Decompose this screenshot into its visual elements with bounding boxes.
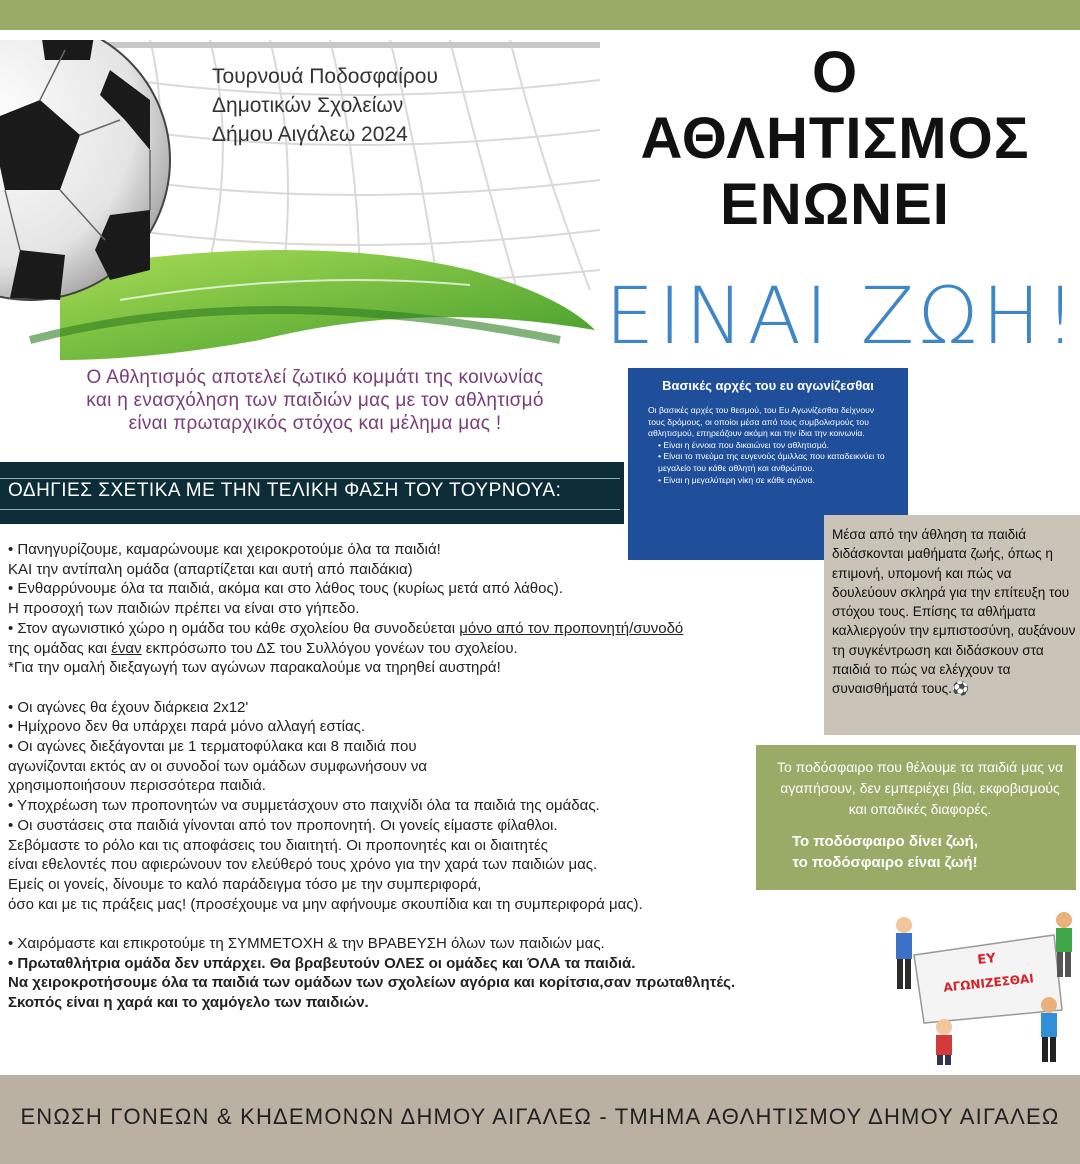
- tournament-title: [212, 62, 438, 149]
- instruction-line: *Για την ομαλή διεξαγωγή των αγώνων παρακαλούμε να τηρηθεί αυστηρά!: [8, 659, 501, 677]
- headline-line-1: Ο: [811, 40, 859, 105]
- tournament-line-2: Δημοτικών Σχολείων: [212, 94, 404, 117]
- fairplay-body: [628, 393, 908, 486]
- instruction-line: Σεβόμαστε το ρόλο και τις αποφάσεις του διαιτητή. Οι προπονητές και οι διαιτητές: [8, 836, 548, 854]
- tournament-line-1: Τουρνουά Ποδοσφαίρου: [212, 65, 438, 88]
- instruction-line: • Πανηγυρίζουμε, καμαρώνουμε και χειροκροτούμε όλα τα παιδιά!: [8, 541, 441, 558]
- fairplay-item: • Είναι η μεγαλύτερη νίκη σε κάθε αγώνα.: [658, 475, 892, 487]
- instruction-line: Εμείς οι γονείς, δίνουμε το καλό παράδειγμα τόσο με την συμπεριφορά,: [8, 875, 482, 893]
- instruction-line: • Υποχρέωση των προπονητών να συμμετάσχουν στο παιχνίδι όλα τα παιδιά της ομάδας.: [8, 797, 600, 815]
- headline: [600, 40, 1070, 238]
- instruction-line: όσο και με τις πράξεις μας! (προσέχουμε να μην αφήνουμε σκουπίδια και τη συμπεριφορά μας).: [8, 895, 643, 913]
- top-color-bar: [0, 0, 1080, 30]
- instruction-line: [8, 619, 808, 639]
- instruction-segment: εκπρόσωπο του ΔΣ του Συλλόγου γονέων του σχολείου.: [141, 639, 518, 657]
- intro-text: [15, 366, 615, 435]
- intro-line-3: είναι πρωταρχικός στόχος και μέλημα μας !: [128, 413, 502, 434]
- instruction-underlined: έναν: [111, 639, 142, 657]
- headline-line-2: ΑΘΛΗΤΙΣΜΟΣ: [640, 106, 1030, 171]
- instruction-line: • Χαιρόμαστε και επικροτούμε τη ΣΥΜΜΕΤΟΧΗ & την ΒΡΑΒΕΥΣΗ όλων των παιδιών μας.: [8, 935, 605, 953]
- life-lessons-text: Μέσα από την άθληση τα παιδιά διδάσκονται μαθήματα ζωής, όπως η επιμονή, υπομονή και πώς να δουλεύουν σκληρά για την επίτευξη του στόχου τους. Επίσης τα αθλήματα καλλιεργούν την εμπιστοσύνη, αυξάνουν τη συγκέντρωση και διδάσκουν στα παιδιά το πώς να ελέγχουν τα συναισθήματά τους.⚽: [832, 527, 1076, 697]
- intro-line-2: και η ενασχόληση των παιδιών μας με τον αθλητισμό: [86, 390, 544, 411]
- kids-banner-text-1: ΕΥ: [976, 951, 997, 968]
- instruction-line: • Ενθαρρύνουμε όλα τα παιδιά, ακόμα και στο λάθος τους (κυρίως μετά από λάθος).: [8, 580, 563, 598]
- headline-line-3: ΕΝΩΝΕΙ: [720, 172, 950, 237]
- instructions-text: [8, 540, 808, 1013]
- headline-slogan: ΕΙΝΑΙ ΖΩΗ!: [605, 272, 1080, 362]
- kids-fairplay-illustration: [884, 905, 1080, 1065]
- intro-line-1: Ο Αθλητισμός αποτελεί ζωτικό κομμάτι της κοινωνίας: [86, 367, 544, 388]
- football-life-bold-1: Το ποδόσφαιρο δίνει ζωή,: [792, 833, 978, 850]
- tournament-line-3: Δήμου Αιγάλεω 2024: [212, 123, 408, 146]
- instruction-line: είναι εθελοντές που αφιερώνουν τον ελεύθερό τους χρόνο για την χαρά των παιδιών μας.: [8, 856, 598, 874]
- instruction-line: ΚΑΙ την αντίπαλη ομάδα (απαρτίζεται και αυτή από παιδάκια): [8, 560, 413, 578]
- fairplay-list: [648, 440, 892, 486]
- fairplay-title: Βασικές αρχές του ευ αγωνίζεσθαι: [662, 378, 874, 393]
- instruction-line: • Οι αγώνες θα έχουν διάρκεια 2x12': [8, 698, 249, 716]
- kids-banner-graphic: [884, 905, 1080, 1065]
- instruction-line: αγωνίζονται εκτός αν οι συνοδοί των ομάδων συμφωνήσουν να: [8, 757, 428, 775]
- fairplay-item: • Είναι η έννοια που δικαιώνει τον αθλητισμό.: [658, 440, 892, 452]
- section-header: ΟΔΗΓΙΕΣ ΣΧΕΤΙΚΑ ΜΕ ΤΗΝ ΤΕΛΙΚΗ ΦΑΣΗ ΤΟΥ ΤΟΥΡΝΟΥΑ:: [8, 480, 562, 501]
- instruction-line-bold: Να χειροκροτήσουμε όλα τα παιδιά των ομάδων των σχολείων αγόρια και κορίτσια,σαν πρωταθλητές.: [8, 974, 736, 992]
- footer-bar: [0, 1075, 1080, 1164]
- instruction-segment: της ομάδας και: [8, 639, 112, 657]
- football-life-bold-2: το ποδόσφαιρο είναι ζωή!: [792, 854, 978, 871]
- instruction-segment: • Στον αγωνιστικό χώρο η ομάδα του κάθε σχολείου θα συνοδεύεται: [8, 619, 460, 637]
- fairplay-item: • Είναι το πνεύμα της ευγενούς άμιλλας που καταδεικνύει το μεγαλείο του κάθε αθλητή και ανθρώπου.: [658, 451, 892, 474]
- instruction-line: [8, 639, 808, 659]
- football-life-text: Το ποδόσφαιρο που θέλουμε τα παιδιά μας να αγαπήσουν, δεν εμπεριέχει βία, εκφοβισμούς και οπαδικές διαφορές.: [776, 759, 1064, 817]
- kids-banner-text-2: ΑΓΩΝΙΖΕΣΘΑΙ: [942, 971, 1035, 995]
- instruction-line: • Οι αγώνες διεξάγονται με 1 τερματοφύλακα και 8 παιδιά που: [8, 738, 417, 756]
- fairplay-intro: Οι βασικές αρχές του θεσμού, του Ευ Αγωνίζεσθαι δείχνουν τους δρόμους, οι οποίοι μέσα από τους συμβολισμούς του αθλητισμού, επηρεάζουν ακόμη και την ίδια την κοινωνία.: [648, 405, 875, 439]
- instruction-line: χρησιμοποιήσουν περισσότερα παιδιά.: [8, 777, 266, 795]
- footer-text: ΕΝΩΣΗ ΓΟΝΕΩΝ & ΚΗΔΕΜΟΝΩΝ ΔΗΜΟΥ ΑΙΓΑΛΕΩ - ΤΜΗΜΑ ΑΘΛΗΤΙΣΜΟΥ ΔΗΜΟΥ ΑΙΓΑΛΕΩ: [20, 1104, 1060, 1129]
- instruction-line: • Οι συστάσεις στα παιδιά γίνονται από τον προπονητή. Οι γονείς είμαστε φίλαθλοι.: [8, 816, 558, 834]
- section-header-bar: [0, 462, 624, 524]
- instruction-underlined: μόνο από τον προπονητή/συνοδό: [459, 619, 684, 637]
- instruction-line-bold: Σκοπός είναι η χαρά και το χαμόγελο των παιδιών.: [8, 994, 369, 1012]
- instruction-line-bold: • Πρωταθλήτρια ομάδα δεν υπάρχει. Θα βραβευτούν ΟΛΕΣ οι ομάδες και ΌΛΑ τα παιδιά.: [8, 954, 636, 972]
- instruction-line: • Ημίχρονο δεν θα υπάρχει παρά μόνο αλλαγή εστίας.: [8, 718, 366, 736]
- life-lessons-box: [824, 515, 1080, 735]
- instruction-line: Η προσοχή των παιδιών πρέπει να είναι στο γήπεδο.: [8, 600, 360, 618]
